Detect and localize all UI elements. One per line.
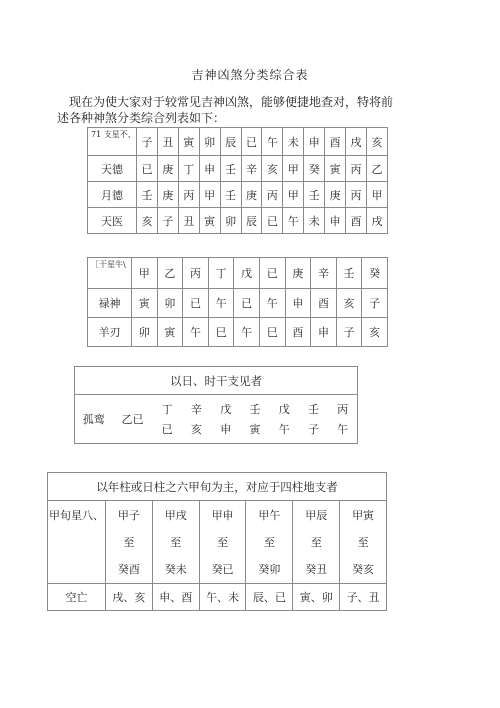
xun-end: 癸丑 <box>305 563 328 576</box>
branch-text: 子 <box>308 423 320 436</box>
table-cell: 丑 <box>178 208 199 234</box>
xun-end: 癸已 <box>211 563 234 576</box>
table-cell: 乙 <box>366 156 387 182</box>
table-cell: 已 <box>137 156 158 182</box>
row-label: 禄神 <box>88 289 132 318</box>
xun-start: 甲申 <box>211 509 234 522</box>
table-cell <box>299 395 328 444</box>
table-row <box>48 473 387 501</box>
branch-text: 申 <box>220 423 232 436</box>
header-cell: 庚 <box>285 258 311 289</box>
table-cell: 卯 <box>157 289 183 318</box>
table-cell: 亥 <box>362 318 388 347</box>
table-cell <box>152 501 199 584</box>
xun-end: 癸亥 <box>352 563 375 576</box>
xun-to: 至 <box>357 536 369 549</box>
xun-start: 甲寅 <box>352 509 375 522</box>
xun-start: 甲辰 <box>305 509 328 522</box>
table-cell: 午 <box>259 289 285 318</box>
branch-text: 午 <box>337 423 349 436</box>
table-cell: 庚 <box>241 182 262 208</box>
table-cell: 卯 <box>220 208 241 234</box>
branch-text: 已 <box>161 423 173 436</box>
table-cell: 辰 <box>241 208 262 234</box>
header-cell: 寅 <box>178 128 199 156</box>
table-row <box>88 128 388 156</box>
table-cell: 亥 <box>336 289 362 318</box>
table-cell: 甲 <box>283 156 304 182</box>
table-cell: 亥 <box>262 156 283 182</box>
header-cell: 已 <box>241 128 262 156</box>
table-cell <box>106 501 153 584</box>
table-cell: 午 <box>234 318 260 347</box>
stem-text: 戊 <box>278 403 290 416</box>
table-cell: 巳 <box>208 318 234 347</box>
table-cell: 寅 <box>132 289 158 318</box>
table-row <box>88 182 388 208</box>
header-cell: 丙 <box>183 258 209 289</box>
table-cell: 寅 <box>325 156 346 182</box>
table-cell: 子 <box>157 208 178 234</box>
row-label: 天医 <box>88 208 137 234</box>
table-cell: 已 <box>262 208 283 234</box>
header-cell: 乙 <box>157 258 183 289</box>
header-cell: 辛 <box>311 258 337 289</box>
xun-to: 至 <box>123 536 135 549</box>
table-cell <box>240 395 269 444</box>
table-row <box>88 258 388 289</box>
table-cell: 丙 <box>178 182 199 208</box>
table-cell <box>211 395 240 444</box>
guluan-table <box>74 366 358 444</box>
table-header: 以日、时干支见者 <box>75 367 358 395</box>
header-cell: 卯 <box>199 128 220 156</box>
xun-end: 癸卯 <box>258 563 281 576</box>
table-cell <box>199 501 246 584</box>
table-cell: 丙 <box>262 182 283 208</box>
row-label: 月德 <box>88 182 137 208</box>
branch-star-table <box>87 127 388 234</box>
corner-cell: 71 支星不、 <box>88 128 137 156</box>
xun-start: 甲戌 <box>164 509 187 522</box>
table-cell: 壬 <box>304 182 325 208</box>
table-cell: 辛 <box>241 156 262 182</box>
row-label: 羊刃 <box>88 318 132 347</box>
table-row <box>48 584 387 611</box>
table-cell: 丙 <box>346 156 367 182</box>
branch-text: 亥 <box>190 423 202 436</box>
stem-text: 丙 <box>337 403 349 416</box>
xun-start: 甲子 <box>117 509 140 522</box>
table-cell: 癸 <box>304 156 325 182</box>
table-row <box>88 318 388 347</box>
table-cell: 已 <box>234 289 260 318</box>
table-cell: 寅 <box>199 208 220 234</box>
table-cell: 申 <box>311 318 337 347</box>
row-label: 甲旬星八、 <box>48 501 106 584</box>
header-cell: 丑 <box>157 128 178 156</box>
corner-cell: ［干星牛\ <box>88 258 132 289</box>
xun-to: 至 <box>170 536 182 549</box>
table-cell <box>293 501 340 584</box>
table-cell: 乙已 <box>113 395 153 444</box>
stem-text: 丁 <box>161 403 173 416</box>
table-cell: 申、酉 <box>152 584 199 611</box>
table-cell: 午、未 <box>199 584 246 611</box>
table-cell: 巳 <box>259 318 285 347</box>
table-row <box>88 156 388 182</box>
table-cell: 甲 <box>199 182 220 208</box>
table-cell: 辰、已 <box>246 584 293 611</box>
table-cell: 壬 <box>220 182 241 208</box>
stem-text: 戊 <box>220 403 232 416</box>
table-cell: 壬 <box>220 156 241 182</box>
row-label: 空亡 <box>48 584 106 611</box>
table-cell <box>246 501 293 584</box>
table-cell: 酉 <box>311 289 337 318</box>
header-cell: 子 <box>137 128 158 156</box>
table-cell: 酉 <box>346 208 367 234</box>
header-cell: 亥 <box>366 128 387 156</box>
table-cell: 甲 <box>366 182 387 208</box>
table-cell: 庚 <box>325 182 346 208</box>
table-cell: 子、丑 <box>340 584 387 611</box>
stem-text: 辛 <box>190 403 202 416</box>
table-header: 以年柱或日柱之六甲旬为主，对应于四柱地支者 <box>48 473 387 501</box>
table-cell: 午 <box>183 318 209 347</box>
table-cell: 午 <box>283 208 304 234</box>
table-cell: 丙 <box>346 182 367 208</box>
table-cell: 亥 <box>137 208 158 234</box>
xun-to: 至 <box>263 536 275 549</box>
row-label: 天德 <box>88 156 137 182</box>
table-cell: 酉 <box>285 318 311 347</box>
table-cell <box>328 395 357 444</box>
table-row <box>75 367 358 395</box>
table-cell: 申 <box>199 156 220 182</box>
xun-start: 甲午 <box>258 509 281 522</box>
xun-to: 至 <box>310 536 322 549</box>
table-cell: 戌、亥 <box>106 584 153 611</box>
branch-text: 午 <box>278 423 290 436</box>
header-cell: 申 <box>304 128 325 156</box>
table-cell <box>270 395 299 444</box>
header-cell: 丁 <box>208 258 234 289</box>
header-cell: 酉 <box>325 128 346 156</box>
document-title: 吉神凶煞分类综合表 <box>191 68 309 82</box>
table-cell: 卯 <box>132 318 158 347</box>
table-cell: 子 <box>336 318 362 347</box>
table-cell: 申 <box>325 208 346 234</box>
table-cell: 已 <box>183 289 209 318</box>
header-cell: 戌 <box>346 128 367 156</box>
stem-text: 壬 <box>308 403 320 416</box>
xun-end: 癸未 <box>164 563 187 576</box>
xun-to: 至 <box>217 536 229 549</box>
table-cell: 子 <box>362 289 388 318</box>
table-cell: 未 <box>304 208 325 234</box>
table-row <box>48 501 387 584</box>
intro-paragraph: 现在为使大家对于较常见吉神凶煞，能够便捷地查对，特将前述各种神煞分类综合列表如下： <box>57 95 394 125</box>
header-cell: 午 <box>262 128 283 156</box>
table-cell: 丁 <box>178 156 199 182</box>
header-cell: 未 <box>283 128 304 156</box>
table-cell: 庚 <box>157 182 178 208</box>
row-label: 孤鸾 <box>75 395 113 444</box>
table-cell <box>182 395 211 444</box>
table-cell: 寅、卯 <box>293 584 340 611</box>
table-cell: 午 <box>208 289 234 318</box>
table-row <box>88 208 388 234</box>
kongwang-table <box>47 472 387 611</box>
header-cell: 壬 <box>336 258 362 289</box>
table-row <box>75 395 358 444</box>
header-cell: 已 <box>259 258 285 289</box>
table-cell <box>153 395 182 444</box>
header-cell: 戊 <box>234 258 260 289</box>
xun-end: 癸酉 <box>117 563 140 576</box>
table-cell: 寅 <box>157 318 183 347</box>
table-row <box>88 289 388 318</box>
table-cell <box>340 501 387 584</box>
table-cell: 申 <box>285 289 311 318</box>
table-cell: 戌 <box>366 208 387 234</box>
stem-star-table <box>87 257 388 347</box>
table-cell: 甲 <box>283 182 304 208</box>
header-cell: 甲 <box>132 258 158 289</box>
table-cell: 庚 <box>157 156 178 182</box>
header-cell: 癸 <box>362 258 388 289</box>
branch-text: 寅 <box>249 423 261 436</box>
table-cell: 壬 <box>137 182 158 208</box>
header-cell: 辰 <box>220 128 241 156</box>
stem-text: 壬 <box>249 403 261 416</box>
